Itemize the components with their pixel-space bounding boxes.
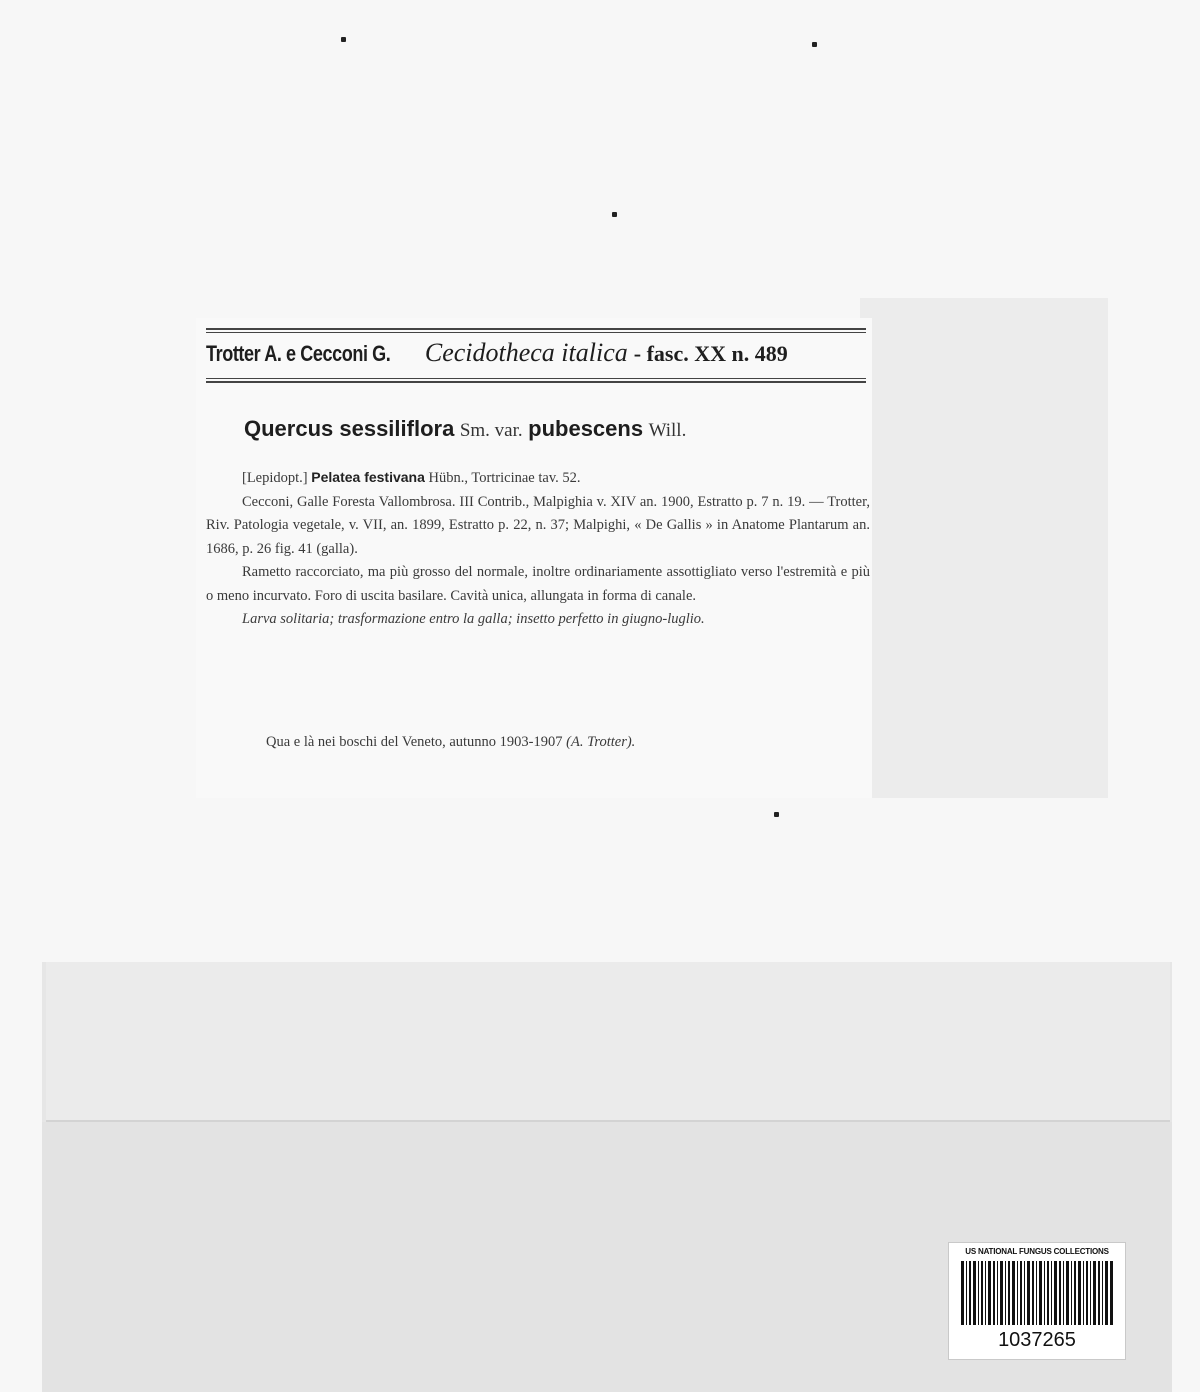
header-fascicle: - fasc. XX n. 489 xyxy=(633,341,788,366)
collector-name: (A. Trotter). xyxy=(566,734,636,750)
species-author: Sm. var. xyxy=(459,420,523,441)
insect-line xyxy=(206,466,870,491)
references-paragraph: Cecconi, Galle Foresta Vallombrosa. III Contrib., Malpighia v. XIV an. 1900, Estratto p. 7 n. 19. — Trotter, Riv. Patologia vegetale, v. VII, an. 1899, Estratto p. 22, n. 37; Malpighi, « De Gallis » in Anatome Plantarum an. 1686, p. 26 fig. 41 (galla). xyxy=(206,493,870,557)
header-authors: Trotter A. e Cecconi G. xyxy=(206,341,391,366)
barcode-icon xyxy=(961,1261,1113,1325)
species-binomial: Quercus sessiliflora xyxy=(244,416,455,441)
insect-author: Hübn., Tortricinae tav. 52. xyxy=(428,470,581,486)
insect-name: Pelatea festivana xyxy=(311,469,425,485)
locality-line xyxy=(266,734,870,751)
label-shadow xyxy=(860,298,1108,798)
speck xyxy=(341,37,346,42)
header-rule xyxy=(206,378,866,379)
collection-name: US NATIONAL FUNGUS COLLECTIONS xyxy=(965,1247,1109,1256)
description-paragraph: Rametto raccorciato, ma più grosso del normale, inoltre ordinariamente assottigliato verso l'estremità e più o meno incurvato. Foro di uscita basilare. Cavità unica, allungata in forma di canale. xyxy=(206,564,870,604)
larva-paragraph: Larva solitaria; trasformazione entro la galla; insetto perfetto in giugno-luglio. xyxy=(242,611,705,627)
specimen-label xyxy=(196,318,872,798)
locality-text: Qua e là nei boschi del Veneto, autunno 1903-1907 xyxy=(266,734,563,750)
barcode-label xyxy=(948,1242,1126,1360)
label-body xyxy=(206,466,870,632)
header-series: Cecidotheca italica xyxy=(424,338,628,367)
speck xyxy=(774,812,779,817)
species-name xyxy=(244,416,686,442)
speck xyxy=(812,42,817,47)
envelope-flap[interactable] xyxy=(46,962,1170,1122)
variety-author: Will. xyxy=(648,420,687,441)
insect-order: [Lepidopt.] xyxy=(242,470,308,486)
header-rule xyxy=(206,332,866,333)
speck xyxy=(612,212,617,217)
catalog-number: 1037265 xyxy=(998,1329,1076,1351)
species-variety: pubescens xyxy=(528,416,644,441)
header-rule xyxy=(206,328,866,330)
header-rule xyxy=(206,381,866,383)
label-header xyxy=(206,338,866,374)
